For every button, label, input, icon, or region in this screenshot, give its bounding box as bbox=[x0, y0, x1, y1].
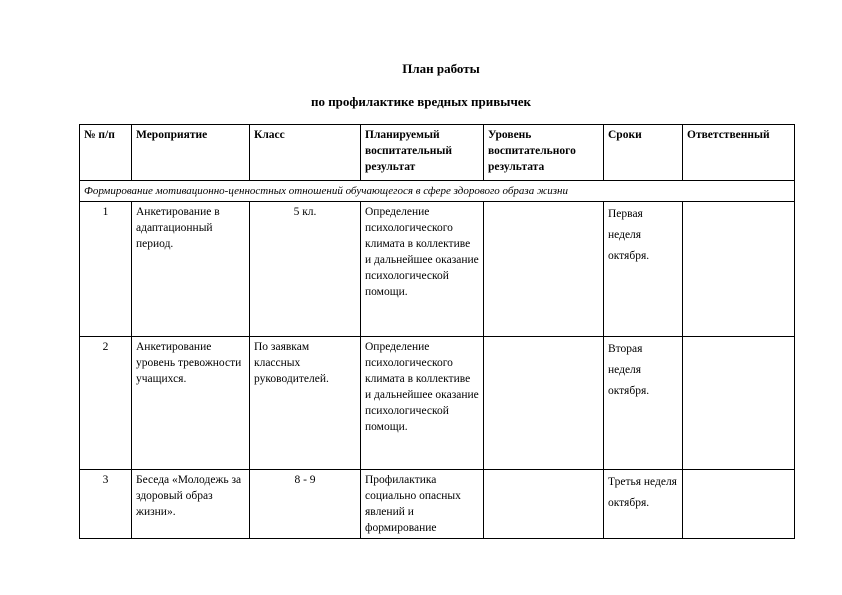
cell-num: 2 bbox=[80, 337, 132, 470]
cell-class: 8 - 9 bbox=[250, 470, 361, 539]
cell-result-level bbox=[484, 337, 604, 470]
table-row bbox=[80, 337, 795, 470]
cell-class: 5 кл. bbox=[250, 202, 361, 337]
document-subtitle: по профилактике вредных привычек bbox=[310, 94, 532, 109]
cell-result-level bbox=[484, 202, 604, 337]
plan-table bbox=[79, 124, 795, 539]
cell-planned-result: Определение психологического климата в коллективе и дальнейшее оказание психологической помощи. bbox=[361, 202, 484, 337]
section-row bbox=[80, 181, 795, 202]
cell-dates: Вторая неделя октября. bbox=[604, 337, 683, 470]
section-title: Формирование мотивационно-ценностных отношений обучающегося в сфере здорового образа жизни bbox=[80, 181, 795, 202]
header-dates: Сроки bbox=[604, 125, 683, 181]
cell-event: Беседа «Молодежь за здоровый образ жизни». bbox=[132, 470, 250, 539]
document-title: План работы bbox=[402, 61, 480, 76]
table-row bbox=[80, 470, 795, 539]
table-header-row bbox=[80, 125, 795, 181]
cell-result-level bbox=[484, 470, 604, 539]
header-num: № п/п bbox=[80, 125, 132, 181]
cell-dates: Первая неделя октября. bbox=[604, 202, 683, 337]
cell-responsible bbox=[683, 202, 795, 337]
cell-responsible bbox=[683, 470, 795, 539]
cell-responsible bbox=[683, 337, 795, 470]
header-responsible: Ответственный bbox=[683, 125, 795, 181]
header-result-level: Уровень воспитательного результата bbox=[484, 125, 604, 181]
cell-class: По заявкам классных руководителей. bbox=[250, 337, 361, 470]
header-class: Класс bbox=[250, 125, 361, 181]
cell-event: Анкетирование в адаптационный период. bbox=[132, 202, 250, 337]
cell-dates: Третья неделя октября. bbox=[604, 470, 683, 539]
cell-num: 3 bbox=[80, 470, 132, 539]
cell-event: Анкетирование уровень тревожности учащихся. bbox=[132, 337, 250, 470]
cell-planned-result: Определение психологического климата в коллективе и дальнейшее оказание психологической помощи. bbox=[361, 337, 484, 470]
header-planned-result: Планируемый воспитательный результат bbox=[361, 125, 484, 181]
cell-planned-result: Профилактика социально опасных явлений и формирование bbox=[361, 470, 484, 539]
header-event: Мероприятие bbox=[132, 125, 250, 181]
cell-num: 1 bbox=[80, 202, 132, 337]
table-row bbox=[80, 202, 795, 337]
